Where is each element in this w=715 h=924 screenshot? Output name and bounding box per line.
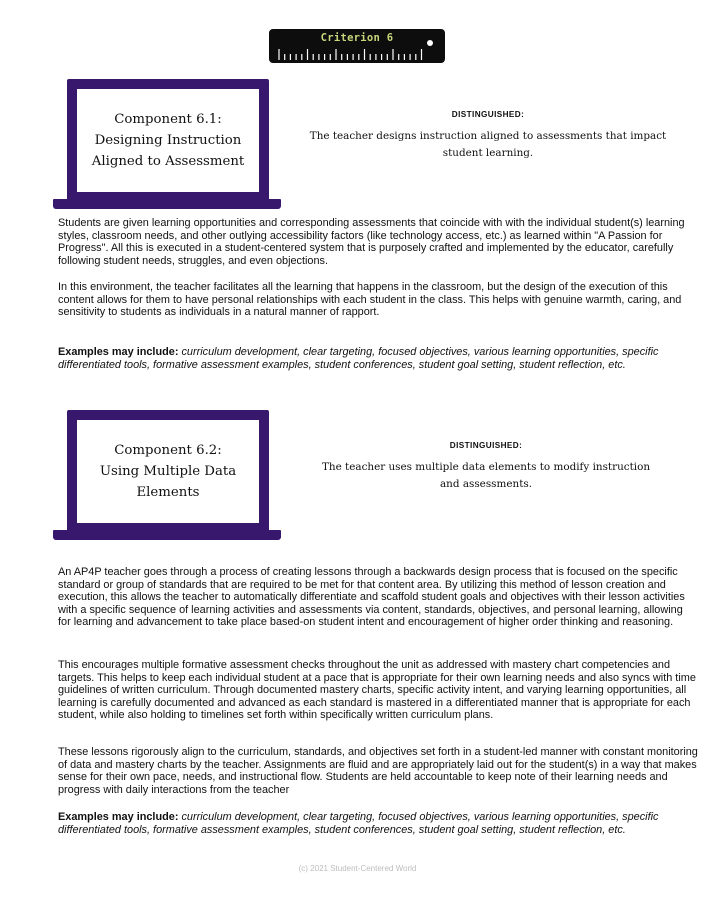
distinguished-text: The teacher uses multiple data elements to modify instruction and assessments. (321, 461, 651, 490)
examples-paragraph (58, 346, 698, 371)
criterion-banner (269, 29, 445, 63)
copyright-footer: (c) 2021 Student-Centered World (298, 864, 417, 873)
ruler-ticks (269, 29, 445, 63)
component-title (94, 440, 242, 503)
examples-text: curriculum development, clear targeting, focused objectives, various learning opportunities, specific differentiated tools, formative assessment examples, student conferences, student goal setting, student reflection, etc. (58, 346, 659, 371)
component-title (86, 109, 251, 172)
component-title-line: Designing Instruction (94, 133, 242, 148)
component-title-line: Component 6.2: (114, 443, 222, 458)
body-paragraph: This encourages multiple formative assessment checks throughout the unit as addressed with mastery chart competencies and targets. This helps to keep each individual student at a pace that is appropriate for their own learning needs and also syncs with time guidelines of written curriculum. Through documented mastery charts, specific activity intent, and varying learning opportunities, all learning is carefully documented and advanced as each standard is mastered in a differentiated manner that is appropriate for each student, while also holding to timelines set forth within specifically written curriculum plans. (58, 659, 696, 721)
ruler-hole (427, 40, 433, 46)
distinguished-label: DISTINGUISHED: (451, 110, 525, 119)
laptop-screen (67, 79, 269, 201)
body-paragraph: Students are given learning opportunities and corresponding assessments that coincide with with the individual student(s) learning styles, classroom needs, and other outlying accessibility factors (like technology access, etc.) as learned within "A Passion for Progress". All this is executed in a student-centered system that is purposely crafted and implemented by the educator, carefully following student needs, struggles, and even objections. (58, 217, 685, 267)
laptop-illustration (53, 79, 281, 207)
laptop-illustration (53, 410, 281, 538)
examples-text: curriculum development, clear targeting, focused objectives, various learning opportunities, specific differentiated tools, formative assessment examples, student conferences, student goal setting, student reflection, etc. (58, 811, 659, 836)
distinguished-block (302, 110, 674, 162)
laptop-base (53, 199, 281, 209)
component-title-line: Aligned to Assessment (91, 154, 245, 169)
distinguished-label: DISTINGUISHED: (449, 441, 523, 450)
component-title-line: Elements (136, 485, 200, 500)
body-paragraph: In this environment, the teacher facilitates all the learning that happens in the classroom, but the design of the execution of this content allows for them to have personal relationships with each student in the class. This helps with genuine warmth, caring, and sensitivity to students as individuals in a natural manner of rapport. (58, 281, 682, 318)
body-paragraph: These lessons rigorously align to the curriculum, standards, and objectives set forth in a student-led manner with constant monitoring of data and mastery charts by the teacher. Assignments are fluid and are appropriately laid out for the student(s) in a way that makes sense for their own pace, needs, and instructional flow. Students are held accountable to keep note of their learning needs and progress with daily interactions from the teacher (58, 746, 698, 796)
examples-label: Examples may include: (58, 346, 179, 358)
body-paragraph: An AP4P teacher goes through a process of creating lessons through a backwards design process that is focused on the specific standard or group of standards that are required to be met for that content area. By utilizing this method of lesson creation and execution, this allows the teacher to automatically differentiate and scaffold student goals and objectives with their lesson activities with a specific sequence of learning activities and assessments via content, standards, objectives, and personal learning, allowing for learning and advancement to take place based-on student intent and encouragement of higher order thinking and reasoning. (58, 566, 685, 628)
examples-label: Examples may include: (58, 811, 179, 823)
criterion-title: Criterion 6 (320, 32, 394, 44)
laptop-base (53, 530, 281, 540)
distinguished-text: The teacher designs instruction aligned to assessments that impact student learning. (309, 130, 667, 159)
component-title-line: Using Multiple Data (99, 464, 237, 479)
examples-paragraph (58, 811, 698, 836)
component-title-line: Component 6.1: (114, 112, 222, 127)
distinguished-block (316, 441, 656, 493)
laptop-screen (67, 410, 269, 532)
